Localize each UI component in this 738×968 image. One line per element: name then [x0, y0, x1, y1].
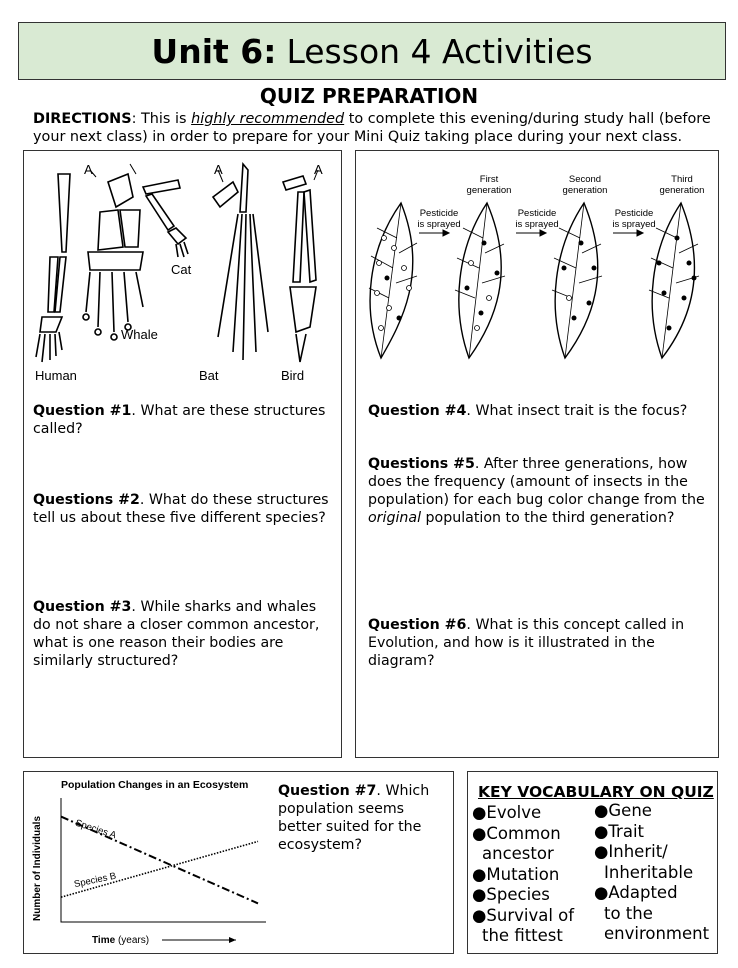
title-rest: Lesson 4 Activities [286, 31, 593, 71]
question-7: Question #7. Which population seems better suited for the ecosystem? [278, 783, 430, 853]
question-3: Question #3. While sharks and whales do not share a closer common ancestor, what is one reason their bodies are similarly structured? [33, 599, 320, 669]
label-bat: Bat [199, 368, 219, 383]
series-b-line [61, 841, 258, 897]
directions-post: to complete this evening/during study hall (before your next class) in order to prepare for your Mini Quiz taking place during your next class. [33, 111, 711, 145]
chart-axes [61, 798, 266, 922]
vocab-item: ●Trait [594, 821, 644, 841]
question-2: Questions #2. What do these structures tell us about these five different species? [33, 492, 329, 526]
svg-text:Pesticide: Pesticide [419, 208, 459, 219]
label-whale: Whale [121, 327, 158, 342]
svg-text:is sprayed: is sprayed [417, 219, 461, 230]
question-4: Question #4. What insect trait is the focus? [368, 403, 688, 419]
population-chart [26, 776, 276, 951]
title-bold: Unit 6: [151, 31, 277, 71]
vocab-item: ●Survival of [472, 905, 575, 925]
vocab-item: ●Adapted [594, 883, 678, 902]
svg-text:is sprayed: is sprayed [515, 219, 559, 230]
question-5: Questions #5. After three generations, how does the frequency (amount of insects in the population) for each bug color change from the original population to the third generation? [368, 456, 705, 526]
label-bird: Bird [281, 368, 305, 383]
label-a-2: A [214, 162, 223, 177]
pesticide-diagram [359, 168, 714, 383]
directions-emph: highly recommended [191, 111, 345, 127]
human-arm [36, 174, 70, 362]
chart-ylabel: Number of Individuals [32, 815, 43, 921]
vocab-item: ●Species [472, 885, 550, 904]
series-b-label: Species B [73, 870, 118, 891]
title-banner [18, 22, 726, 80]
svg-text:Pesticide: Pesticide [614, 208, 654, 219]
vocab-title: KEY VOCABULARY ON QUIZ [478, 783, 714, 801]
directions-label: DIRECTIONS [33, 111, 132, 127]
chart-xlabel: Time (years) [92, 935, 150, 946]
vocab-item: ●Common [472, 823, 561, 843]
leaf-2 [459, 203, 501, 358]
bones-diagram [28, 152, 338, 392]
question-1: Question #1. What are these structures called? [33, 403, 326, 437]
question-6: Question #6. What is this concept called in Evolution, and how is it illustrated in the diagram? [368, 617, 685, 669]
directions [33, 110, 723, 146]
vocab-left-list [472, 803, 574, 947]
leaf-1 [370, 203, 413, 358]
cat-leg [143, 180, 188, 257]
svg-text:is sprayed: is sprayed [612, 219, 656, 230]
label-human: Human [35, 368, 77, 383]
vocab-item: to the [604, 903, 653, 923]
vocab-right-list [594, 801, 709, 945]
bird-wing [283, 176, 316, 362]
vocab-item: ancestor [482, 844, 554, 863]
svg-text:generation: generation [562, 185, 608, 196]
svg-text:Third: Third [671, 174, 693, 185]
vocab-item: Inheritable [604, 862, 694, 882]
bat-wing [213, 164, 268, 360]
label-a-3: A [314, 162, 323, 177]
leaf-3 [555, 203, 598, 358]
series-a-label: Species A [73, 817, 118, 842]
svg-text:Second: Second [568, 174, 602, 185]
svg-text:generation: generation [466, 185, 512, 196]
subtitle: QUIZ PREPARATION [259, 84, 479, 108]
vocab-item: ●Gene [594, 801, 652, 820]
whale-flipper [83, 174, 143, 340]
vocab-item: ●Inherit/ [594, 842, 668, 861]
leaf-4 [652, 203, 694, 358]
svg-text:First: First [479, 174, 499, 185]
label-cat: Cat [171, 262, 192, 277]
chart-title: Population Changes in an Ecosystem [61, 779, 249, 791]
svg-text:Pesticide: Pesticide [517, 208, 557, 219]
svg-text:generation: generation [659, 185, 705, 196]
vocab-item: ●Evolve [472, 803, 542, 822]
vocab-item: the fittest [482, 926, 563, 945]
vocab-item: ●Mutation [472, 864, 560, 884]
vocab-item: environment [604, 924, 710, 943]
label-a-1: A [84, 162, 93, 177]
directions-pre: : This is [131, 111, 192, 127]
